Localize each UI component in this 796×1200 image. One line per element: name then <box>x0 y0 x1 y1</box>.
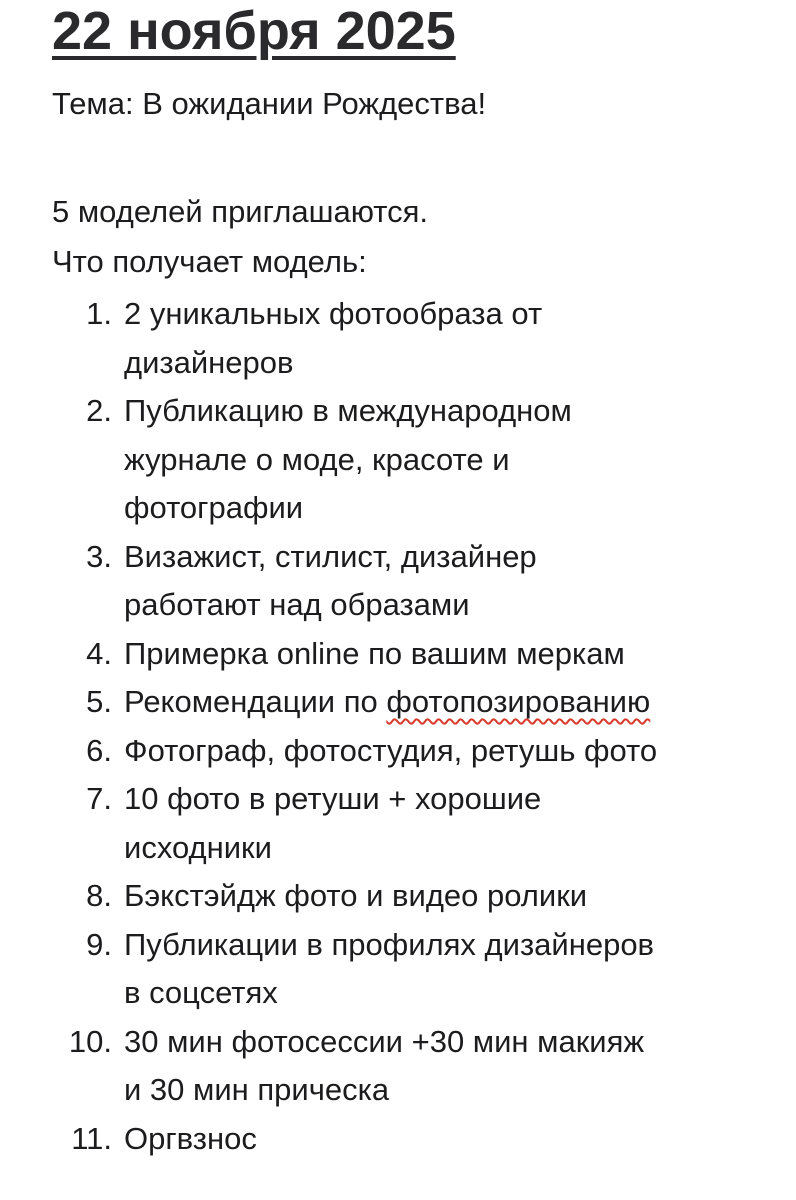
list-item <box>0 290 774 387</box>
benefits-label: Что получает модель: <box>52 244 367 279</box>
item-number: 1. <box>86 296 112 331</box>
list-item <box>0 387 774 533</box>
list-item <box>0 533 774 630</box>
item-number: 7. <box>86 781 112 816</box>
item-text: Бэкстэйдж фото и видео ролики <box>124 878 588 913</box>
item-text: 10 фото в ретуши + хорошие исходники <box>124 781 542 865</box>
list-item <box>0 678 774 727</box>
item-text: Оргвзнос <box>124 1120 257 1156</box>
spellcheck-marked-word[interactable]: фотопозированию <box>386 684 651 719</box>
list-item <box>0 727 774 776</box>
list-item <box>0 872 774 921</box>
invite-line: 5 моделей приглашаются. <box>52 194 429 229</box>
benefits-list <box>0 290 796 1163</box>
item-number: 2. <box>86 393 112 428</box>
item-number: 5. <box>86 684 112 719</box>
item-text: 2 уникальных фотообраза от дизайнеров <box>124 296 543 380</box>
item-text: Визажист, стилист, дизайнер работают над образами <box>124 538 537 622</box>
item-number: 11. <box>71 1120 112 1156</box>
page-title: 22 ноября 2025 <box>52 1 456 61</box>
item-text: 30 мин фотосессии +30 мин макияж и 30 мин прическа <box>124 1023 645 1107</box>
item-number: 3. <box>86 538 112 574</box>
item-number: 4. <box>86 635 112 671</box>
item-text: Фотограф, фотостудия, ретушь фото <box>124 732 658 768</box>
item-number: 6. <box>86 732 112 768</box>
item-text <box>124 678 774 727</box>
list-item <box>0 775 774 872</box>
list-item <box>0 921 774 1018</box>
item-text-start: Рекомендации по <box>124 684 387 719</box>
list-item <box>0 630 774 679</box>
list-item <box>0 1115 774 1164</box>
item-number: 8. <box>86 878 112 913</box>
item-number: 10. <box>68 1023 112 1059</box>
list-item <box>0 1018 774 1115</box>
item-text: Публикации в профилях дизайнеров в соцсетях <box>124 926 655 1010</box>
item-text: Примерка online по вашим меркам <box>124 635 625 671</box>
theme-line: Тема: В ожидании Рождества! <box>52 86 487 121</box>
item-text: Публикацию в международном журнале о моде, красоте и фотографии <box>124 393 572 525</box>
item-number: 9. <box>86 926 112 962</box>
